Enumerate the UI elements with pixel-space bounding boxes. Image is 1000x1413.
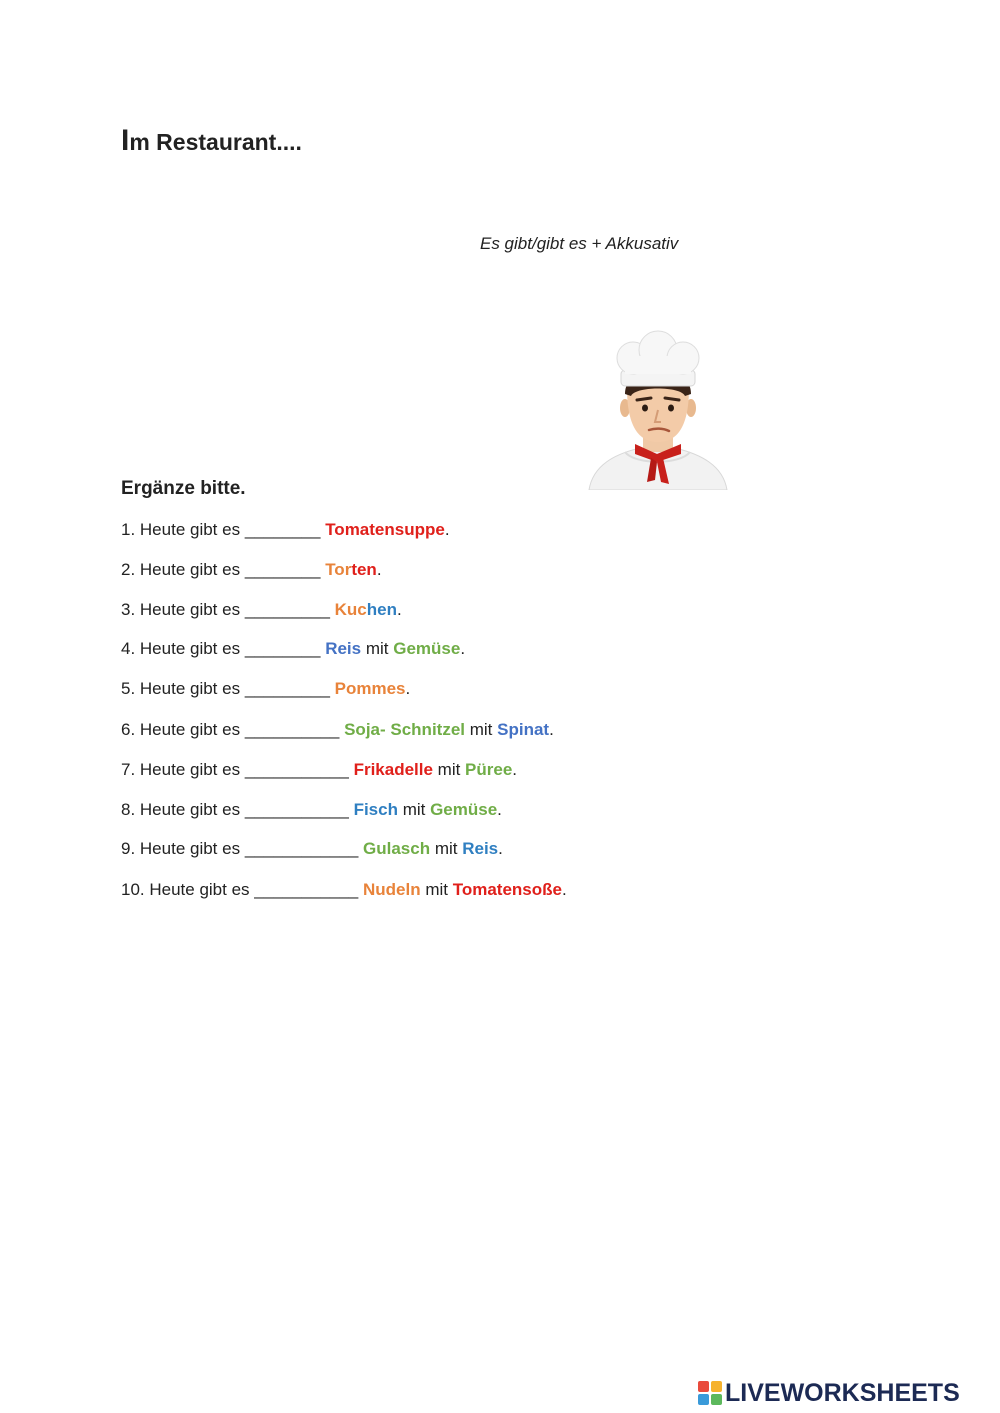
exercise-row-4 xyxy=(121,639,465,659)
answer-blank[interactable]: ____________ xyxy=(244,839,359,858)
exercise-prefix: Heute gibt es xyxy=(139,560,245,579)
answer-blank[interactable]: ___________ xyxy=(244,800,349,819)
page-title xyxy=(121,124,302,158)
exercise-text: mit xyxy=(430,839,463,858)
exercise-row-1 xyxy=(121,520,450,540)
grammar-subtitle: Es gibt/gibt es + Akkusativ xyxy=(480,234,679,253)
exercise-prefix: Heute gibt es xyxy=(139,800,245,819)
food-word: Gulasch xyxy=(363,839,431,858)
exercise-prefix: Heute gibt es xyxy=(139,639,245,658)
food-word: Gemüse xyxy=(393,639,461,658)
exercise-number: 6. xyxy=(121,720,140,739)
liveworksheets-logo-text: LIVEWORKSHEETS xyxy=(725,1378,960,1407)
exercise-text: . xyxy=(376,560,382,579)
exercise-text: . xyxy=(397,600,402,619)
food-word: Reis xyxy=(462,839,499,858)
exercise-prefix: Heute gibt es xyxy=(139,839,245,858)
title-first-letter: I xyxy=(121,124,130,157)
food-word: Fisch xyxy=(353,800,398,819)
exercise-number: 10. xyxy=(121,880,150,899)
exercise-text: . xyxy=(549,720,554,739)
food-word: Kuc xyxy=(334,600,367,619)
exercise-row-2 xyxy=(121,560,382,580)
exercise-row-10 xyxy=(121,880,567,900)
answer-blank[interactable]: ________ xyxy=(244,560,321,579)
exercise-text: . xyxy=(512,760,518,779)
logo-block-blue xyxy=(698,1394,709,1405)
exercise-number: 4. xyxy=(121,639,140,658)
food-word: Püree xyxy=(465,760,513,779)
exercise-number: 9. xyxy=(121,839,140,858)
liveworksheets-footer[interactable] xyxy=(698,1378,960,1408)
answer-blank[interactable]: __________ xyxy=(244,720,340,739)
exercise-text: mit xyxy=(420,880,453,899)
exercise-row-7 xyxy=(121,760,517,780)
exercise-text: . xyxy=(562,880,567,899)
liveworksheets-logo-icon xyxy=(698,1381,722,1405)
logo-block-green xyxy=(711,1394,722,1405)
exercise-number: 7. xyxy=(121,760,140,779)
exercise-row-3 xyxy=(121,600,402,620)
exercise-text: . xyxy=(444,520,450,539)
exercise-text: . xyxy=(497,800,502,819)
exercise-text: mit xyxy=(432,760,466,779)
answer-blank[interactable]: _________ xyxy=(244,679,330,698)
exercise-number: 1. xyxy=(121,520,140,539)
food-word: ten xyxy=(351,560,377,579)
exercise-prefix: Heute gibt es xyxy=(149,880,255,899)
exercise-text: mit xyxy=(397,800,431,819)
food-word: Tomatensuppe xyxy=(325,520,445,539)
exercise-row-5 xyxy=(121,679,410,699)
exercise-number: 8. xyxy=(121,800,140,819)
answer-blank[interactable]: ___________ xyxy=(254,880,359,899)
food-word: Frikadelle xyxy=(353,760,433,779)
food-word: Tomatensoße xyxy=(452,880,562,899)
exercise-text: . xyxy=(405,679,411,698)
exercise-number: 3. xyxy=(121,600,140,619)
food-word: Reis xyxy=(325,639,362,658)
exercise-text: mit xyxy=(361,639,394,658)
chef-illustration xyxy=(585,330,730,490)
title-rest: m Restaurant.... xyxy=(129,129,302,155)
exercise-prefix: Heute gibt es xyxy=(139,600,245,619)
food-word: Spinat xyxy=(497,720,550,739)
exercise-row-8 xyxy=(121,800,502,820)
exercise-prefix: Heute gibt es xyxy=(139,720,245,739)
answer-blank[interactable]: ________ xyxy=(244,520,321,539)
logo-block-yellow xyxy=(711,1381,722,1392)
food-word: Gemüse xyxy=(430,800,498,819)
exercise-text: . xyxy=(498,839,503,858)
exercise-prefix: Heute gibt es xyxy=(139,760,245,779)
food-word: Pommes xyxy=(334,679,406,698)
answer-blank[interactable]: _________ xyxy=(244,600,330,619)
exercise-row-6 xyxy=(121,720,554,740)
food-word: Soja- Schnitzel xyxy=(344,720,466,739)
exercise-prefix: Heute gibt es xyxy=(139,679,245,698)
exercise-text: . xyxy=(460,639,466,658)
exercise-number: 5. xyxy=(121,679,140,698)
food-word: Nudeln xyxy=(363,880,421,899)
answer-blank[interactable]: ___________ xyxy=(244,760,349,779)
exercise-prefix: Heute gibt es xyxy=(139,520,245,539)
exercise-row-9 xyxy=(121,839,503,859)
answer-blank[interactable]: ________ xyxy=(244,639,321,658)
food-word: Tor xyxy=(325,560,352,579)
exercise-number: 2. xyxy=(121,560,140,579)
food-word: hen xyxy=(366,600,397,619)
exercise-text: mit xyxy=(465,720,498,739)
logo-block-red xyxy=(698,1381,709,1392)
task-instruction: Ergänze bitte. xyxy=(121,478,246,499)
